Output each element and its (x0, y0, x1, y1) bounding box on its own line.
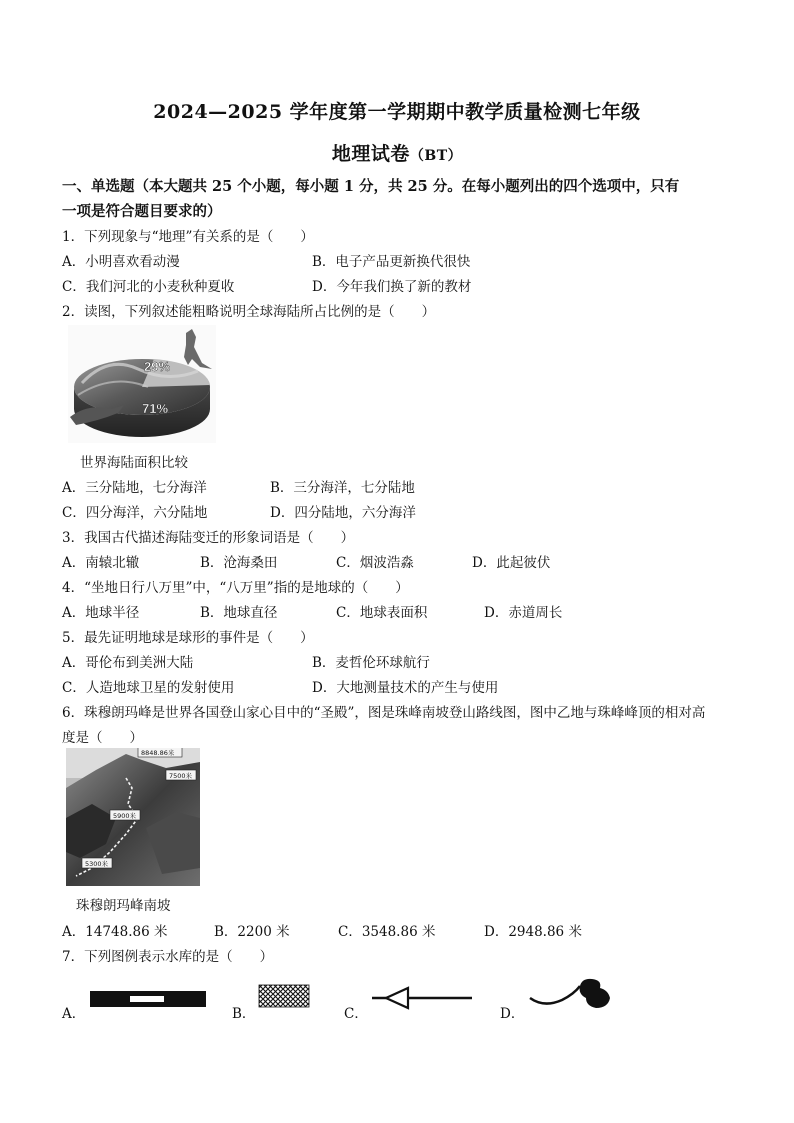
camp-7500-label: 7500米 (169, 772, 193, 780)
subject-title: 地理试卷 (331, 143, 410, 165)
q3-option-b[interactable]: B．沧海桑田 (200, 555, 278, 571)
q5-stem: 5．最先证明地球是球形的事件是（ ） (62, 630, 314, 646)
q2-option-c[interactable]: C．四分海洋，六分陆地 (62, 505, 208, 521)
q5-option-d[interactable]: D．大地测量技术的产生与使用 (312, 680, 499, 696)
land-percent-label: 29% (144, 359, 171, 374)
arrow-symbol-icon[interactable] (372, 986, 472, 1010)
q3-option-d[interactable]: D．此起彼伏 (472, 555, 551, 571)
q1-stem: 1．下列现象与“地理”有关系的是（ ） (62, 229, 314, 245)
crosshatch-fill (259, 985, 309, 1007)
q2-figure-caption: 世界海陆面积比较 (80, 455, 188, 471)
q7-option-b[interactable]: B． (232, 1006, 256, 1022)
q4-option-a[interactable]: A．地球半径 (62, 605, 140, 621)
q7-option-d[interactable]: D． (500, 1006, 525, 1022)
ocean-percent-label: 71% (142, 401, 169, 416)
section-heading-cont: 一项是符合题目要求的） (62, 203, 222, 220)
exam-title: 2024—2025 学年度第一学期期中教学质量检测七年级 (153, 101, 641, 123)
q7-option-c[interactable]: C． (344, 1006, 368, 1022)
q7-stem: 7．下列图例表示水库的是（ ） (62, 949, 274, 965)
exam-subtitle (0, 139, 794, 166)
q2-stem: 2．读图，下列叙述能粗略说明全球海陆所占比例的是（ ） (62, 304, 436, 320)
section-heading: 一、单选题（本大题共 25 个小题，每小题 1 分，共 25 分。在每小题列出的四个选项中，只有 (62, 178, 680, 195)
q5-option-c[interactable]: C．人造地球卫星的发射使用 (62, 680, 235, 696)
q4-option-d[interactable]: D．赤道周长 (484, 605, 563, 621)
river-line (530, 986, 580, 1004)
q1-option-a[interactable]: A．小明喜欢看动漫 (62, 254, 180, 270)
q6-option-a[interactable]: A．14748.86 米 (62, 924, 168, 940)
crosshatch-symbol-icon[interactable] (258, 984, 310, 1008)
q2-option-d[interactable]: D．四分陆地，六分海洋 (270, 505, 416, 521)
everest-route-figure (66, 748, 200, 886)
q5-option-b[interactable]: B．麦哲伦环球航行 (312, 655, 430, 671)
q6-stem-cont: 度是（ ） (62, 730, 143, 746)
land-sea-pie-figure (68, 325, 216, 443)
q2-option-a[interactable]: A．三分陆地，七分海洋 (62, 480, 207, 496)
q2-option-b[interactable]: B．三分海洋，七分陆地 (270, 480, 415, 496)
q7-option-a[interactable]: A． (62, 1006, 86, 1022)
q4-option-b[interactable]: B．地球直径 (200, 605, 278, 621)
q6-option-d[interactable]: D．2948.86 米 (484, 924, 582, 940)
camp-5900-label: 5900米 (113, 812, 137, 820)
q3-option-c[interactable]: C．烟波浩淼 (336, 555, 414, 571)
railway-gap (130, 996, 164, 1002)
summit-elevation-label: 8848.86米 (141, 749, 175, 757)
railway-symbol-icon[interactable] (90, 990, 206, 1008)
q1-option-b[interactable]: B．电子产品更新换代很快 (312, 254, 471, 270)
q3-stem: 3．我国古代描述海陆变迁的形象词语是（ ） (62, 530, 355, 546)
reservoir-body (580, 979, 610, 1008)
exam-code: （BT） (409, 148, 463, 164)
q6-figure-caption: 珠穆朗玛峰南坡 (76, 898, 171, 914)
camp-5300-label: 5300米 (85, 860, 109, 868)
q3-option-a[interactable]: A．南辕北辙 (62, 555, 140, 571)
q6-stem: 6．珠穆朗玛峰是世界各国登山家心目中的“圣殿”，图是珠峰南坡登山路线图，图中乙地与珠峰峰顶的相对高 (62, 705, 706, 721)
q6-option-c[interactable]: C．3548.86 米 (338, 924, 436, 940)
q1-option-d[interactable]: D．今年我们换了新的教材 (312, 279, 472, 295)
q4-stem: 4．“坐地日行八万里”中，“八万里”指的是地球的（ ） (62, 580, 409, 596)
q5-option-a[interactable]: A．哥伦布到美洲大陆 (62, 655, 194, 671)
q1-option-c[interactable]: C．我们河北的小麦秋种夏收 (62, 279, 235, 295)
q6-option-b[interactable]: B．2200 米 (214, 924, 290, 940)
arrow-head (386, 988, 408, 1008)
reservoir-symbol-icon[interactable] (528, 976, 614, 1012)
q4-option-c[interactable]: C．地球表面积 (336, 605, 428, 621)
